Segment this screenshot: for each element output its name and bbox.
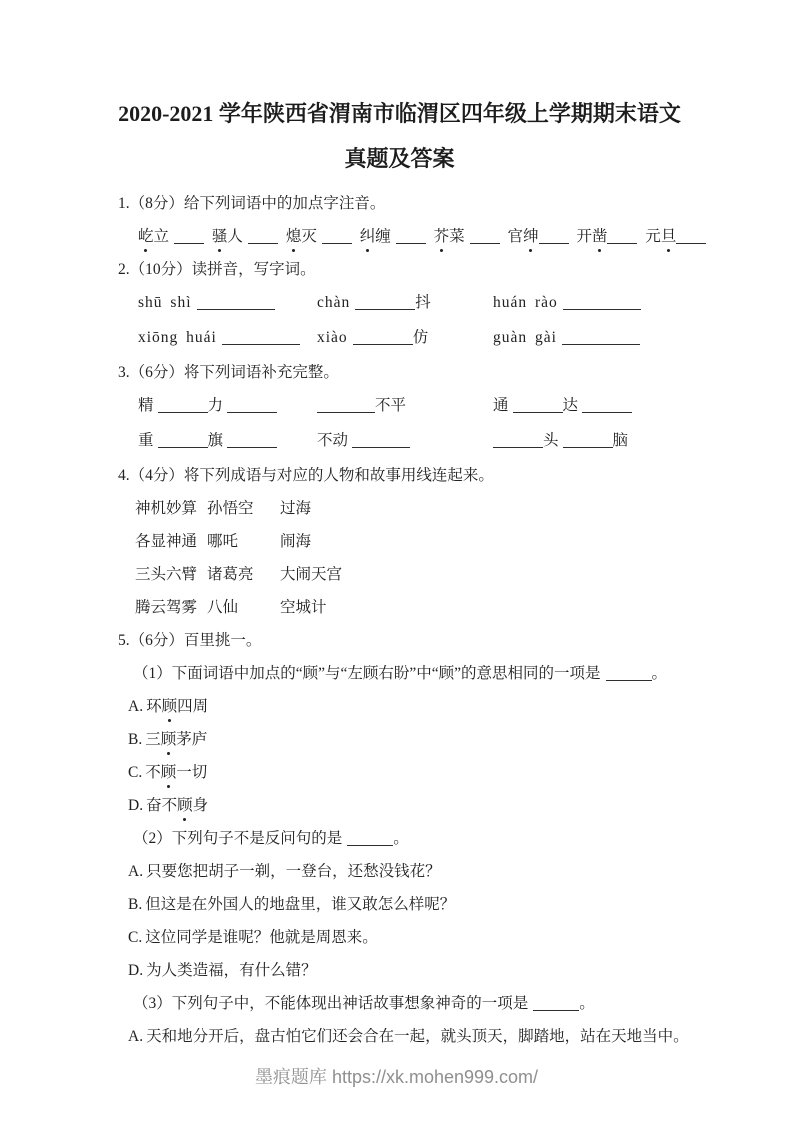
question-2-row-1: [138, 292, 681, 314]
match-row: [135, 564, 681, 586]
answer-blank: [607, 229, 637, 244]
q1-word: 开凿: [576, 228, 637, 245]
page-title-line-1: 2020-2021 学年陕西省渭南市临渭区四年级上学期期末语文: [118, 101, 681, 126]
match-person: 八仙: [207, 599, 239, 616]
question-3: [118, 362, 681, 452]
option-b: B. 三顾茅庐: [128, 729, 681, 751]
match-row: [135, 498, 681, 520]
question-4-heading: 4.（4分）将下列成语与对应的人物和故事用线连起来。: [118, 467, 494, 484]
answer-blank: [563, 433, 613, 448]
pinyin-item: shū shì: [138, 292, 317, 314]
question-5-sub-1-prompt: （1）下面词语中加点的“顾”与“左顾右盼”中“顾”的意思相同的一项是 。: [133, 665, 668, 682]
answer-blank: [317, 398, 375, 413]
option-c: C. 不顾一切: [128, 762, 681, 784]
pinyin-item: guàn gài: [493, 327, 681, 349]
question-3-row-1: [138, 395, 681, 417]
pinyin-item: xiào 仿: [317, 329, 429, 346]
answer-blank: [562, 330, 640, 345]
question-5-sub-2-prompt: （2）下列句子不是反问句的是 。: [133, 830, 409, 847]
question-2-heading: 2.（10分）读拼音，写字词。: [118, 261, 316, 278]
match-story: 空城计: [280, 599, 327, 616]
idiom-fill-item: 通 达: [493, 395, 681, 417]
option-c: C. 这位同学是谁呢？他就是周恩来。: [128, 929, 378, 946]
match-story: 闹海: [280, 533, 312, 550]
match-idiom: 神机妙算: [135, 500, 198, 517]
match-idiom: 腾云驾雾: [135, 599, 198, 616]
idiom-fill-item: 不平: [317, 395, 493, 417]
answer-blank: [606, 666, 652, 681]
answer-blank: [197, 295, 275, 310]
option-a: A. 环顾四周: [128, 696, 681, 718]
q1-word: 芥菜: [434, 228, 500, 245]
pinyin-item: huán rào: [493, 292, 681, 314]
answer-blank: [396, 229, 426, 244]
option-d: D. 为人类造福，有什么错？: [128, 962, 317, 979]
page-title-line-2: 真题及答案: [344, 146, 455, 171]
match-story: 过海: [280, 500, 312, 517]
match-person: 诸葛亮: [207, 566, 254, 583]
question-1-heading: 1.（8分）给下列词语中的加点字注音。: [118, 195, 386, 212]
question-5: [118, 630, 689, 1048]
question-1: [118, 193, 681, 248]
pinyin-item: xiōng huái: [138, 327, 317, 349]
match-idiom: 各显神通: [135, 533, 198, 550]
answer-blank: [533, 996, 579, 1011]
idiom-fill-item: 精 力: [138, 395, 317, 417]
answer-blank: [174, 229, 204, 244]
answer-blank: [158, 433, 208, 448]
match-person: 哪吒: [207, 533, 239, 550]
answer-blank: [563, 295, 641, 310]
question-4: [118, 465, 681, 619]
idiom-fill-item: 重 旗: [138, 430, 317, 452]
answer-blank: [158, 398, 208, 413]
answer-blank: [227, 433, 277, 448]
q1-word: 官绅: [508, 228, 569, 245]
answer-blank: [582, 398, 632, 413]
question-2: [118, 259, 681, 349]
option-b: B. 但这是在外国人的地盘里，谁又敢怎么样呢？: [128, 896, 456, 913]
answer-blank: [470, 229, 500, 244]
question-5-sub-3-prompt: （3）下列句子中，不能体现出神话故事想象神奇的一项是 。: [133, 995, 595, 1012]
pinyin-item: chàn 抖: [317, 294, 431, 311]
question-5-heading: 5.（6分）百里挑一。: [118, 632, 262, 649]
match-row: [135, 597, 681, 619]
match-idiom: 三头六臂: [135, 566, 198, 583]
footer-link[interactable]: 墨痕题库 https://xk.mohen999.com/: [254, 1067, 539, 1087]
option-a: A. 只要您把胡子一剃，一登台，还愁没钱花？: [128, 863, 441, 880]
answer-blank: [493, 433, 543, 448]
answer-blank: [353, 330, 413, 345]
question-3-row-2: [138, 430, 681, 452]
question-1-words: [138, 226, 681, 248]
answer-blank: [222, 330, 300, 345]
option-a: A. 天和地分开后，盘古怕它们还会合在一起，就头顶天，脚踏地，站在天地当中。: [128, 1028, 689, 1045]
question-3-heading: 3.（6分）将下列词语补充完整。: [118, 364, 339, 381]
answer-blank: [352, 433, 410, 448]
answer-blank: [676, 229, 706, 244]
answer-blank: [347, 831, 393, 846]
match-person: 孙悟空: [207, 500, 254, 517]
option-d: D. 奋不顾身: [128, 795, 681, 817]
footer-watermark: [0, 1066, 793, 1088]
q1-word: 熄灭: [286, 228, 352, 245]
match-story: 大闹天宫: [280, 566, 343, 583]
match-row: [135, 531, 681, 553]
idiom-fill-item: 头 脑: [493, 430, 681, 452]
answer-blank: [355, 295, 415, 310]
answer-blank: [322, 229, 352, 244]
q1-word: 元旦: [645, 228, 706, 245]
answer-blank: [227, 398, 277, 413]
answer-blank: [513, 398, 563, 413]
answer-blank: [248, 229, 278, 244]
q1-word: 纠缠: [360, 228, 426, 245]
question-2-row-2: [138, 327, 681, 349]
q1-word: 屹立: [138, 228, 204, 245]
q1-word: 骚人: [212, 228, 278, 245]
idiom-fill-item: 不动: [317, 430, 493, 452]
answer-blank: [539, 229, 569, 244]
